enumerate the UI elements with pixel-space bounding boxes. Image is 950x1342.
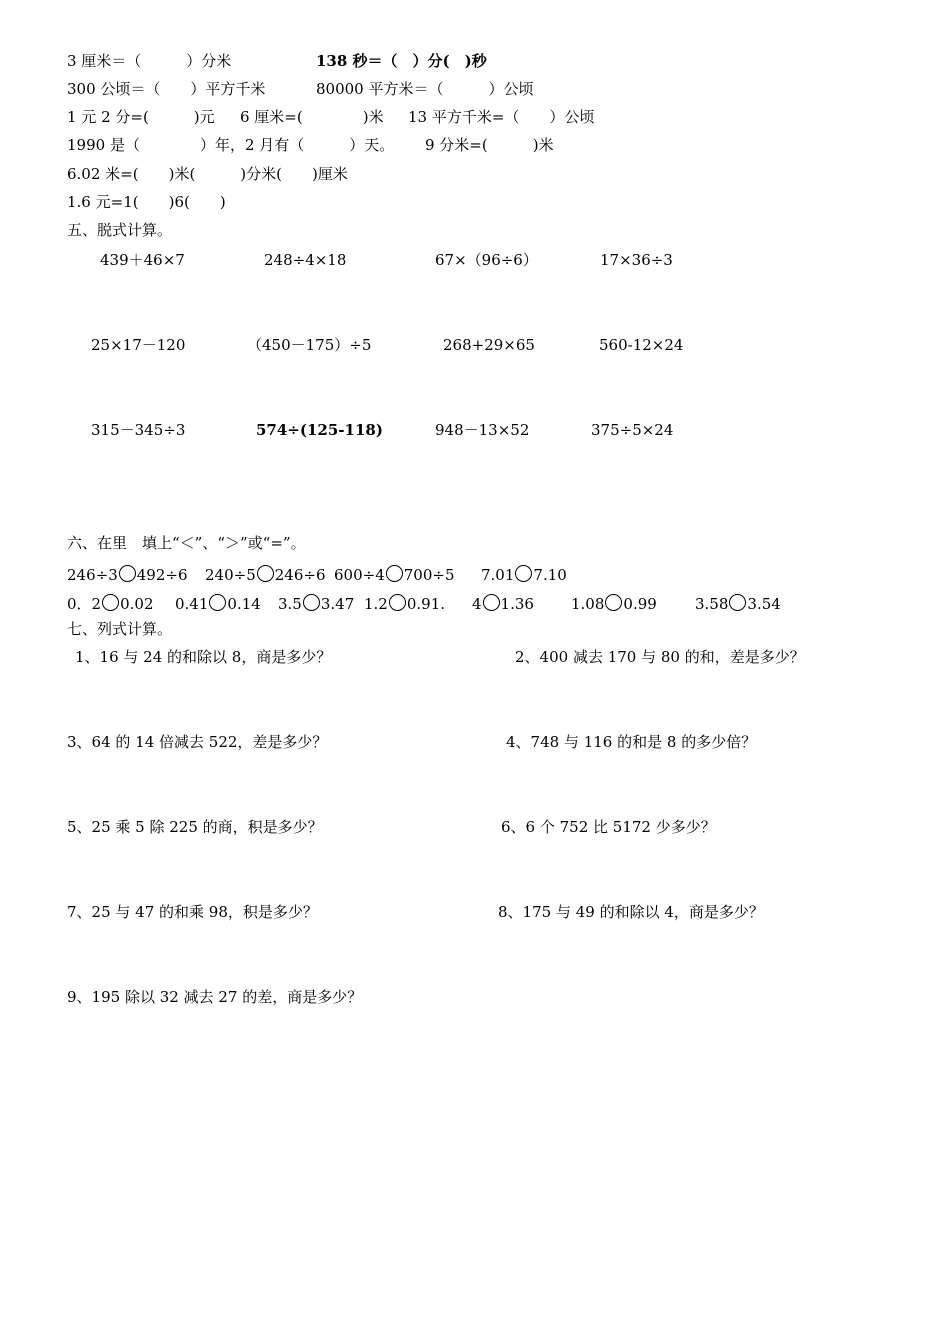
expression: 574÷(125-118) [256, 421, 383, 439]
word-problem: 6、6 个 752 比 5172 少多少？ [501, 818, 716, 836]
expression: 248÷4×18 [264, 251, 347, 269]
expression: 25×17－120 [91, 336, 186, 354]
word-problem: 3、64 的 14 倍减去 522，差是多少？ [67, 733, 328, 751]
word-problem: 2、400 减去 170 与 80 的和，差是多少？ [515, 648, 805, 666]
expression: 375÷5×24 [591, 421, 674, 439]
expression: （450－175）÷5 [247, 336, 372, 354]
comparison-circle-icon[interactable] [303, 594, 320, 611]
expression: 67×（96÷6） [435, 251, 538, 269]
conversion-item: 9 分米=( )米 [425, 136, 554, 154]
comparison-item [481, 565, 567, 585]
comparison-left: 3.5 [278, 595, 302, 613]
comparison-right: 3.54 [747, 595, 781, 613]
comparison-item [67, 594, 154, 614]
comparison-left: 0.41 [175, 595, 209, 613]
comparison-item [695, 594, 781, 614]
comparison-right: 1.36 [500, 595, 534, 613]
comparison-right: 246÷6 [274, 566, 326, 584]
comparison-item [205, 565, 326, 585]
comparison-right: 0.99 [623, 595, 657, 613]
conversion-item: 138 秒＝（ ）分( )秒 [316, 52, 487, 70]
conversion-item: 6.02 米=( )米( )分米( )厘米 [67, 165, 348, 183]
word-problem: 1、16 与 24 的和除以 8，商是多少？ [75, 648, 332, 666]
comparison-left: 3.58 [695, 595, 729, 613]
comparison-right: 492÷6 [136, 566, 188, 584]
comparison-left: 0．2 [67, 595, 102, 613]
comparison-item [67, 565, 188, 585]
expression: 17×36÷3 [600, 251, 673, 269]
comparison-right: 700÷5 [403, 566, 455, 584]
expression: 439＋46×7 [100, 251, 185, 269]
comparison-circle-icon[interactable] [386, 565, 403, 582]
section-title: 六、在里 填上“＜”、“＞”或“=”。 [67, 534, 306, 552]
comparison-right: 0.91. [406, 595, 446, 613]
word-problem: 7、25 与 47 的和乘 98，积是多少？ [67, 903, 318, 921]
comparison-item [472, 594, 534, 614]
comparison-right: 3.47 [320, 595, 355, 613]
comparison-circle-icon[interactable] [209, 594, 226, 611]
conversion-item: 6 厘米=( )米 [240, 108, 384, 126]
word-problem: 9、195 除以 32 减去 27 的差，商是多少？ [67, 988, 363, 1006]
comparison-left: 600÷4 [334, 566, 385, 584]
word-problem: 8、175 与 49 的和除以 4，商是多少？ [498, 903, 764, 921]
word-problem: 5、25 乘 5 除 225 的商，积是多少？ [67, 818, 323, 836]
comparison-left: 246÷3 [67, 566, 118, 584]
comparison-circle-icon[interactable] [729, 594, 746, 611]
comparison-right: 7.10 [533, 566, 567, 584]
comparison-item [334, 565, 455, 585]
comparison-circle-icon[interactable] [119, 565, 136, 582]
conversion-item: 80000 平方米＝（ ）公顷 [316, 80, 534, 98]
comparison-circle-icon[interactable] [389, 594, 406, 611]
comparison-left: 1.08 [571, 595, 605, 613]
expression: 315－345÷3 [91, 421, 186, 439]
comparison-right: 0.14 [227, 595, 261, 613]
conversion-item: 1990 是（ ）年，2 月有（ ）天。 [67, 136, 395, 154]
conversion-item: 1 元 2 分=( )元 [67, 108, 215, 126]
expression: 560-12×24 [599, 336, 684, 354]
comparison-circle-icon[interactable] [605, 594, 622, 611]
word-problem: 4、748 与 116 的和是 8 的多少倍？ [506, 733, 757, 751]
comparison-circle-icon[interactable] [515, 565, 532, 582]
comparison-item [175, 594, 261, 614]
comparison-right: 0.02 [120, 595, 154, 613]
comparison-circle-icon[interactable] [483, 594, 500, 611]
section-title: 五、脱式计算。 [67, 221, 173, 239]
conversion-item: 13 平方千米=（ ）公顷 [408, 108, 595, 126]
comparison-left: 7.01 [481, 566, 515, 584]
comparison-item [364, 594, 445, 614]
conversion-item: 3 厘米＝（ ）分米 [67, 52, 232, 70]
comparison-left: 1.2 [364, 595, 388, 613]
section-title: 七、列式计算。 [67, 620, 173, 638]
comparison-item [571, 594, 657, 614]
expression: 948－13×52 [435, 421, 530, 439]
comparison-left: 4 [472, 595, 482, 613]
comparison-left: 240÷5 [205, 566, 256, 584]
expression: 268+29×65 [443, 336, 535, 354]
comparison-circle-icon[interactable] [102, 594, 119, 611]
conversion-item: 1.6 元=1( )6( ) [67, 193, 226, 211]
comparison-circle-icon[interactable] [257, 565, 274, 582]
conversion-item: 300 公顷＝（ ）平方千米 [67, 80, 266, 98]
comparison-item [278, 594, 354, 614]
